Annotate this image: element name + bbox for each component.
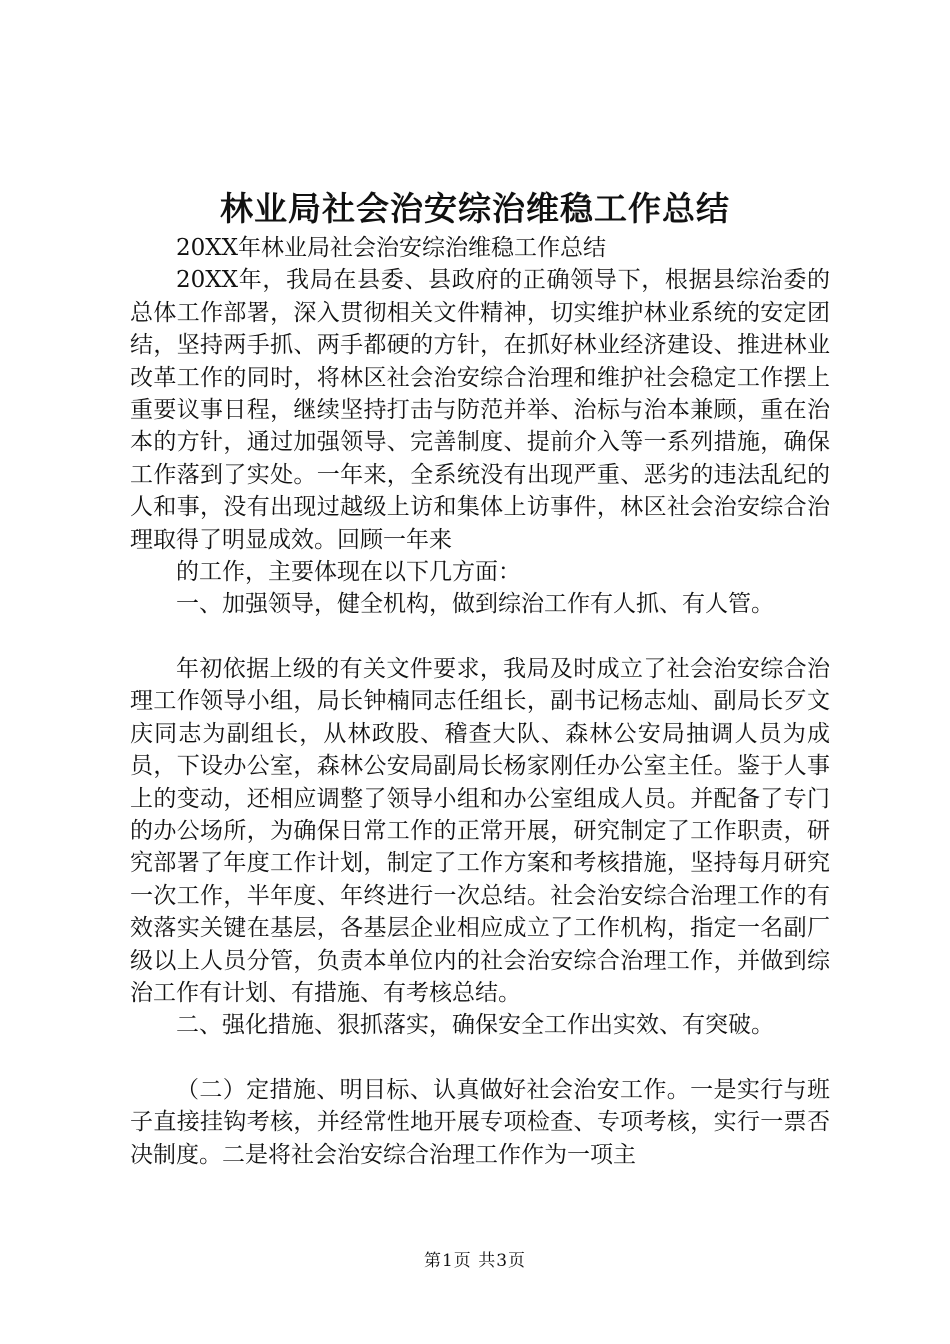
- section-1-paragraph: 年初依据上级的有关文件要求，我局及时成立了社会治安综合治理工作领导小组，局长钟楠同志任组长，副书记杨志灿、副局长歹文庆同志为副组长，从林政股、稽查大队、森林公安局抽调人员为成员，下设办公室，森林公安局副局长杨家刚任办公室主任。鉴于人事上的变动，还相应调整了领导小组和办公室组成人员。并配备了专门的办公场所，为确保日常工作的正常开展，研究制定了工作职责，研究部署了年度工作计划，制定了工作方案和考核措施，坚持每月研究一次工作，半年度、年终进行一次总结。社会治安综合治理工作的有效落实关键在基层，各基层企业相应成立了工作机构，指定一名副厂级以上人员分管，负责本单位内的社会治安综合治理工作，并做到综治工作有计划、有措施、有考核总结。: [130, 655, 830, 1006]
- intro-paragraph: 20XX年，我局在县委、县政府的正确领导下，根据县综治委的总体工作部署，深入贯彻相关文件精神，切实维护林业系统的安定团结，坚持两手抓、两手都硬的方针，在抓好林业经济建设、推进林业改革工作的同时，将林区社会治安综合治理和维护社会稳定工作摆上重要议事日程，继续坚持打击与防范并举、治标与治本兼顾，重在治本的方针，通过加强领导、完善制度、提前介入等一系列措施，确保工作落到了实处。一年来，全系统没有出现严重、恶劣的违法乱纪的人和事，没有出现过越级上访和集体上访事件，林区社会治安综合治理取得了明显成效。回顾一年来: [130, 267, 830, 553]
- section-heading-2: 二、强化措施、狠抓落实，确保安全工作出实效、有突破。: [176, 1012, 774, 1039]
- document-title: 林业局社会治安综治维稳工作总结: [220, 189, 730, 228]
- document-body: [130, 232, 830, 1171]
- section-heading-1: 一、加强领导，健全机构，做到综治工作有人抓、有人管。: [176, 591, 774, 618]
- blank-line: [130, 621, 830, 653]
- intro-continuation: 的工作，主要体现在以下几方面：: [176, 559, 521, 586]
- subtitle-paragraph: 20XX年林业局社会治安综治维稳工作总结: [176, 235, 607, 261]
- section-2-paragraph: （二）定措施、明目标、认真做好社会治安工作。一是实行与班子直接挂钩考核，并经常性地开展专项检查、专项考核，实行一票否决制度。二是将社会治安综合治理工作作为一项主: [130, 1076, 830, 1168]
- page-number: 第1页 共3页: [423, 1251, 527, 1271]
- blank-line: [130, 1042, 830, 1074]
